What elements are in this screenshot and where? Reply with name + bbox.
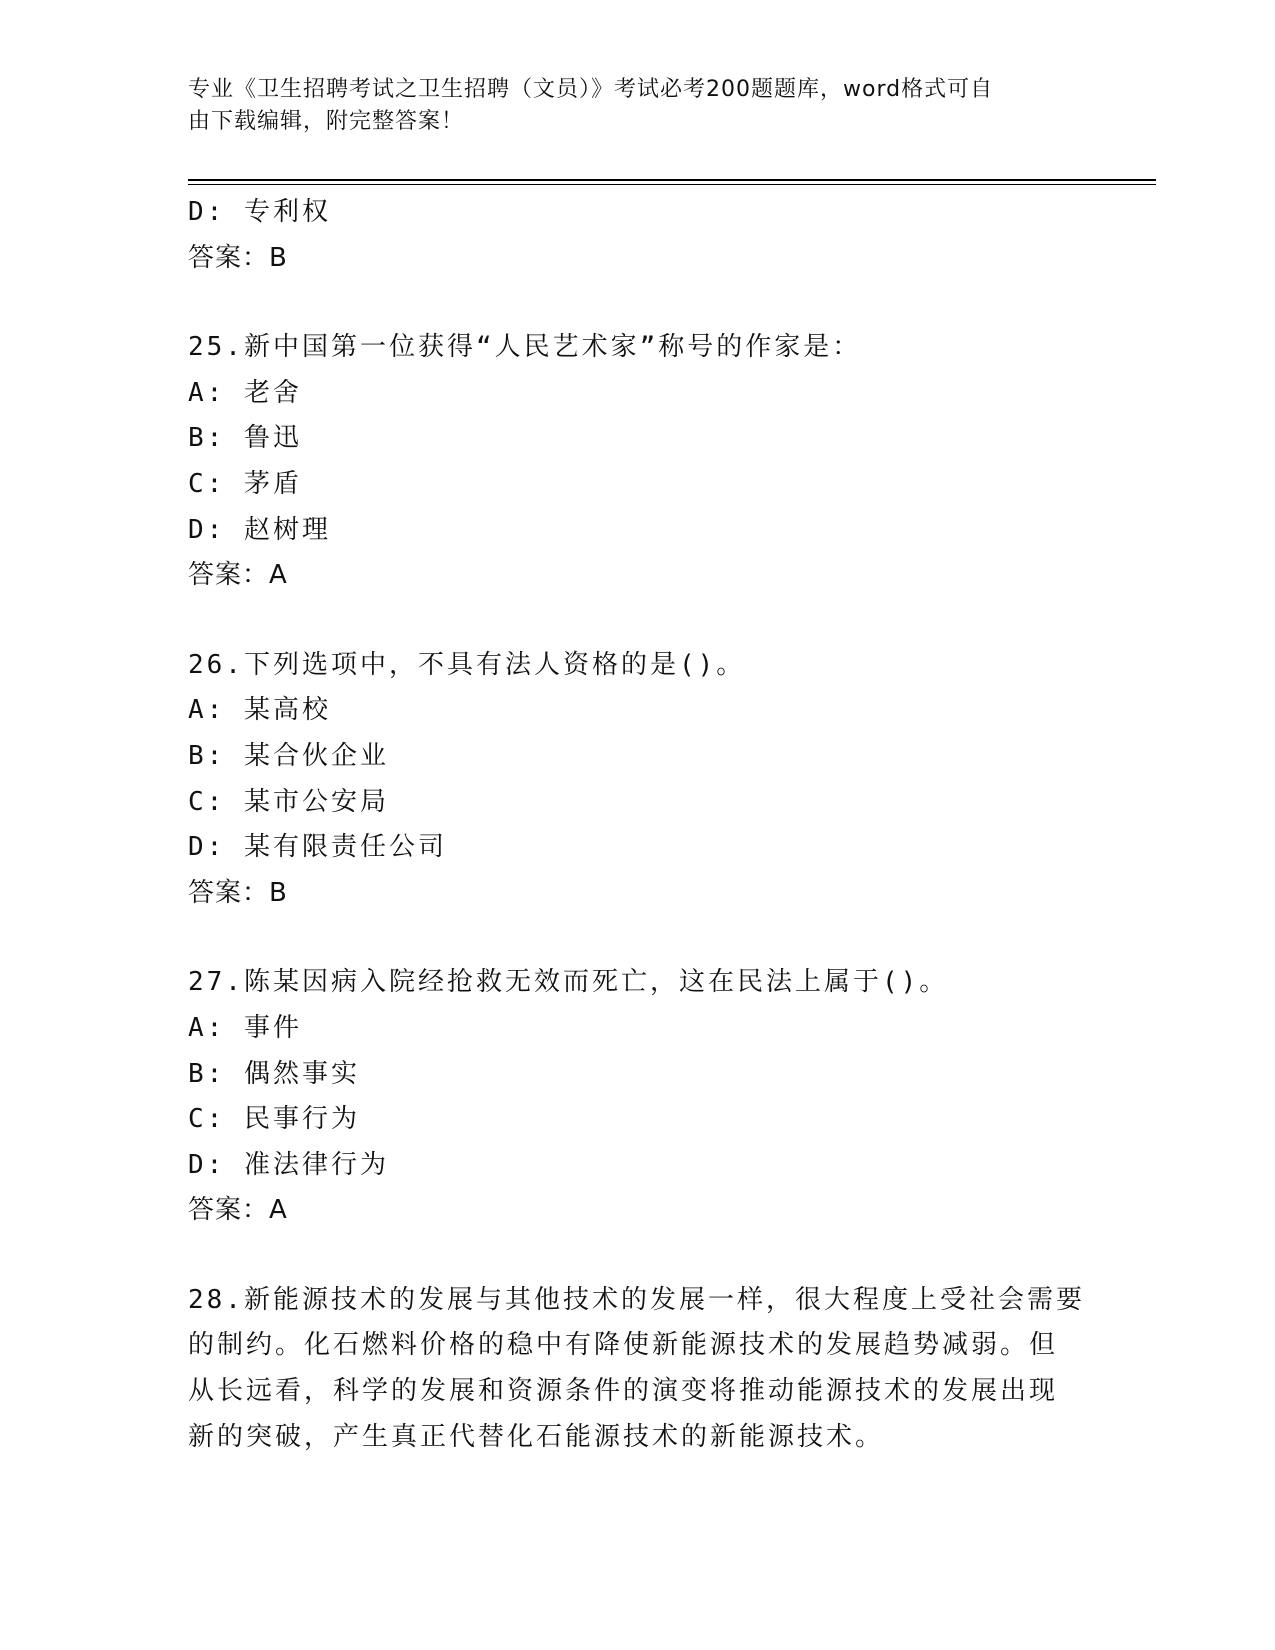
option-c: C: 茅盾 — [188, 468, 302, 499]
question-text: 27.陈某因病入院经抢救无效而死亡，这在民法上属于()。 — [188, 967, 949, 998]
header-rule-thin — [188, 184, 1156, 185]
question-26 — [188, 643, 1088, 917]
option-d: D: 专利权 — [188, 197, 331, 227]
question-line-3: 从长远看，科学的发展和资源条件的演变将推动能源技术的发展出现 — [188, 1376, 1059, 1407]
answer: 答案：A — [188, 560, 288, 591]
question-25 — [188, 325, 1088, 599]
question-line-4: 新的突破，产生真正代替化石能源技术的新能源技术。 — [188, 1421, 885, 1452]
option-d: D: 某有限责任公司 — [188, 832, 447, 863]
answer: 答案：A — [188, 1195, 288, 1226]
answer: 答案：B — [188, 877, 288, 908]
option-a: A: 某高校 — [188, 695, 331, 726]
document-body — [188, 190, 1088, 1460]
option-b: B: 鲁迅 — [188, 423, 302, 454]
option-b: B: 某合伙企业 — [188, 740, 389, 771]
document-header — [188, 74, 1068, 138]
option-c: C: 民事行为 — [188, 1104, 360, 1135]
option-d: D: 准法律行为 — [188, 1149, 389, 1180]
question-line-2: 的制约。化石燃料价格的稳中有降使新能源技术的发展趋势减弱。但 — [188, 1330, 1059, 1361]
answer: 答案：B — [188, 242, 288, 273]
question-line-1: 28.新能源技术的发展与其他技术的发展一样，很大程度上受社会需要 — [188, 1284, 1085, 1315]
question-text: 26.下列选项中，不具有法人资格的是()。 — [188, 649, 746, 680]
option-d: D: 赵树理 — [188, 514, 331, 545]
header-rule-thick — [188, 179, 1156, 181]
header-line-1: 专业《卫生招聘考试之卫生招聘（文员）》考试必考200题题库，word格式可自 — [188, 77, 994, 102]
question-27 — [188, 960, 1088, 1234]
previous-question-tail — [188, 190, 1088, 281]
option-a: A: 事件 — [188, 1012, 302, 1043]
option-b: B: 偶然事实 — [188, 1058, 360, 1089]
question-text: 25.新中国第一位获得“人民艺术家”称号的作家是： — [188, 332, 862, 363]
option-a: A: 老舍 — [188, 377, 302, 408]
option-c: C: 某市公安局 — [188, 786, 389, 817]
question-28 — [188, 1278, 1088, 1460]
header-line-2: 由下载编辑，附完整答案！ — [188, 109, 465, 134]
